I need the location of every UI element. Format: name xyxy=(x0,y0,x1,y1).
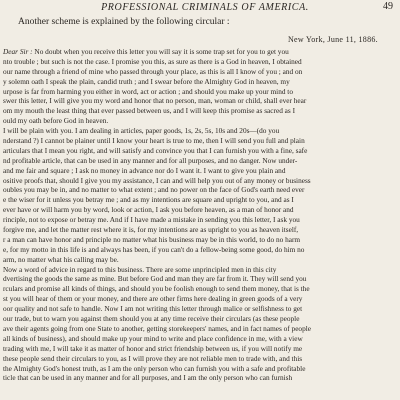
page-bottom-fade xyxy=(0,386,400,400)
letter-line: swer this letter, I will give you my word and honor that no person, man, woman or child, shall ever hear xyxy=(3,96,307,106)
circular-letter xyxy=(0,47,400,383)
letter-line: nto trouble ; but such is not the case. I promise you this, as sure as there is a God in heaven, I obtained xyxy=(3,56,302,66)
letter-line: y solemn oath I speak the plain, candid truth ; and I swear before the Almighty God in heaven, my xyxy=(3,76,290,86)
letter-line: ositive proofs that, should I give you my assistance, I can and will help you out of any money or business xyxy=(3,175,311,185)
letter-line: r a man can have honor and principle no matter what his business may be in this world, to do no harm xyxy=(3,234,301,244)
letter-line: nderstand ?) I cannot be plainer until I know your heart is true to me, then I will send you full and plain xyxy=(3,136,305,146)
page-number: 49 xyxy=(383,1,393,12)
letter-line: ticle that can be used in any manner and for all purposes, and I am the only person who can furnish xyxy=(3,373,293,383)
letter-line: ould my oath before God in heaven. xyxy=(3,116,109,126)
letter-line: I will be plain with you. I am dealing in articles, paper goods, 1s, 2s, 5s, 10s and 20s—(do you xyxy=(3,126,280,136)
letter-line: articulars that I mean you right, and will satisfy and convince you that I can furnish you with a fine, safe xyxy=(3,145,308,155)
letter-line: oubles you may be in, and no matter to what extent ; and no power on the face of God's earth need ever xyxy=(3,185,305,195)
letter-line: rculars and promise all kinds of things, and should you be foolish enough to send them money, that is the xyxy=(3,284,310,294)
letter-line: om my mouth the least thing that ever passed between us, and I will keep this promise as sacred as I xyxy=(3,106,296,116)
letter-line: the Almighty God's honest truth, as I am the only person who can furnish you with a safe and profitable xyxy=(3,363,306,373)
letter-line: urpose is far from harming you either in word, act or action ; and should you make up your mind to xyxy=(3,86,293,96)
letter-line: all kinds of business), and should make up your mind to write and place confidence in me, with a view xyxy=(3,333,303,343)
letter-line: oor quality and not safe to handle. Now I am not writing this letter through malice or selfishness to get xyxy=(3,304,303,314)
letter-line: and me fair and square ; I ask no money in advance nor do I want it. I want to give you plain and xyxy=(3,165,286,175)
letter-line: forgive me, and let the matter rest where it is, for my intentions are as upright to you as heaven itself, xyxy=(3,225,299,235)
letter-line: e, for my motto in this life is and always has been, if you can't do a fellow-being some good, do him no xyxy=(3,244,305,254)
letter-line: st you will hear of them or your money, and there are other firms here dealing in green goods of a very xyxy=(3,294,303,304)
letter-line: arm, no matter what his calling may be. xyxy=(3,254,119,264)
letter-line: Now a word of advice in regard to this business. There are some unprincipled men in this city xyxy=(3,264,277,274)
running-title: PROFESSIONAL CRIMINALS OF AMERICA. xyxy=(101,2,309,13)
letter-dateline: New York, June 11, 1886. xyxy=(287,35,378,44)
letter-line: ever have or will harm you by word, look or action, I ask you before heaven, as a man of honor and xyxy=(3,205,294,215)
letter-line: Dear Sir : No doubt when you receive this letter you will say it is some trap set for you to get you xyxy=(3,47,289,56)
letter-line: our name through a friend of mine who passed through your place, as this is all I know of you ; and on xyxy=(3,66,303,76)
letter-line: these people send their circulars to you, as I will prove they are not reliable men to trade with, and this xyxy=(3,353,303,363)
letter-salutation: Dear Sir : xyxy=(3,47,33,56)
letter-line: rinciple, not to expose or betray me. And if I have made a mistake in sending you this letter, I ask you xyxy=(3,215,300,225)
intro-sentence: Another scheme is explained by the following circular : xyxy=(18,17,230,27)
letter-line: dvertising the goods the same as mine. But before God and man they are far from it. They will send you xyxy=(3,274,307,284)
letter-line: nd profitable article, that can be used in any manner and for all purposes, and no danger. Now under- xyxy=(3,155,298,165)
letter-line: ave their agents going from one State to another, getting storekeepers' names, and in fact names of people xyxy=(3,323,311,333)
letter-line: trading with me, I will take it as matter of honor and strict friendship between us, if you will notify me xyxy=(3,343,303,353)
letter-line: our trade, but to warn you against them should you at any time receive their circulars (as these people xyxy=(3,314,300,324)
letter-line: e the wiser for it unless you betray me ; and as my intentions are square and upright to you, and as I xyxy=(3,195,294,205)
